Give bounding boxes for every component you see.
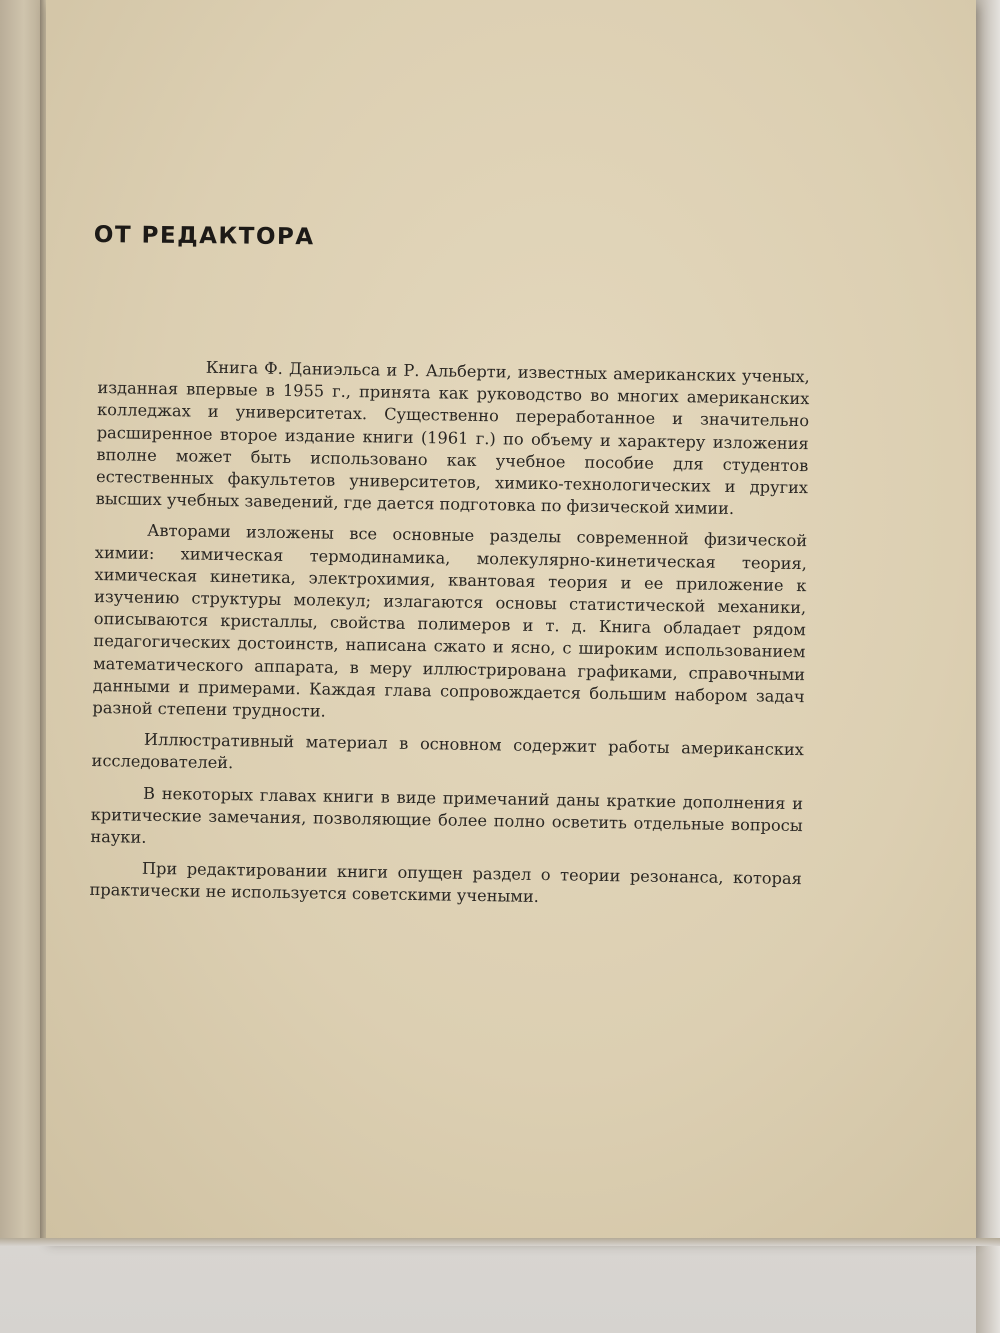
paragraph-contents: Авторами изложены все основные разделы современной физической химии: химическая термодинамика, молекулярно-кинетическая теория, химическая кинетика, электрохимия, квантовая теория и ее приложение к изучению структуры молекул; излагаются основы статистической механики, описываются кристаллы, свойства полимеров и т. д. Книга обладает рядом педагогических достоинств, написана сжато и ясно, с широким использованием математического аппарата, в меру иллюстрирована графиками, справочными данными и примерами. Каждая глава сопровождается большим набором задач разной степени трудности.	[92, 521, 808, 721]
paragraph-notes: В некоторых главах книги в виде примечаний даны краткие дополнения и критические замечания, позволяющие более полно осветить отдельные вопросы науки.	[90, 783, 804, 847]
previous-page-edge	[0, 0, 40, 1240]
book-page	[46, 0, 976, 1238]
page-body	[89, 355, 810, 922]
paragraph-book-description: Книга Ф. Даниэльса и Р. Альберти, известных американских ученых, изданная впервые в 1955 г., принята как руководство во многих американских колледжах и университетах. Существенно переработанное и значительно расширенное второе издание книги (1961 г.) по объему и характеру изложения вполне может быть использовано как учебное пособие для студентов естественных факультетов университетов, химико-технологических и других высших учебных заведений, где дается подготовка по физической химии.	[95, 357, 810, 519]
background-cloth	[976, 0, 1000, 1333]
paragraph-resonance-theory: При редактировании книги опущен раздел о теории резонанса, которая практически не используется советскими учеными.	[89, 859, 803, 907]
page-bottom-edge	[0, 1238, 1000, 1246]
paragraph-illustrations: Иллюстративный материал в основном содержит работы американских исследователей.	[91, 730, 805, 773]
page-heading: ОТ РЕДАКТОРА	[93, 222, 315, 251]
